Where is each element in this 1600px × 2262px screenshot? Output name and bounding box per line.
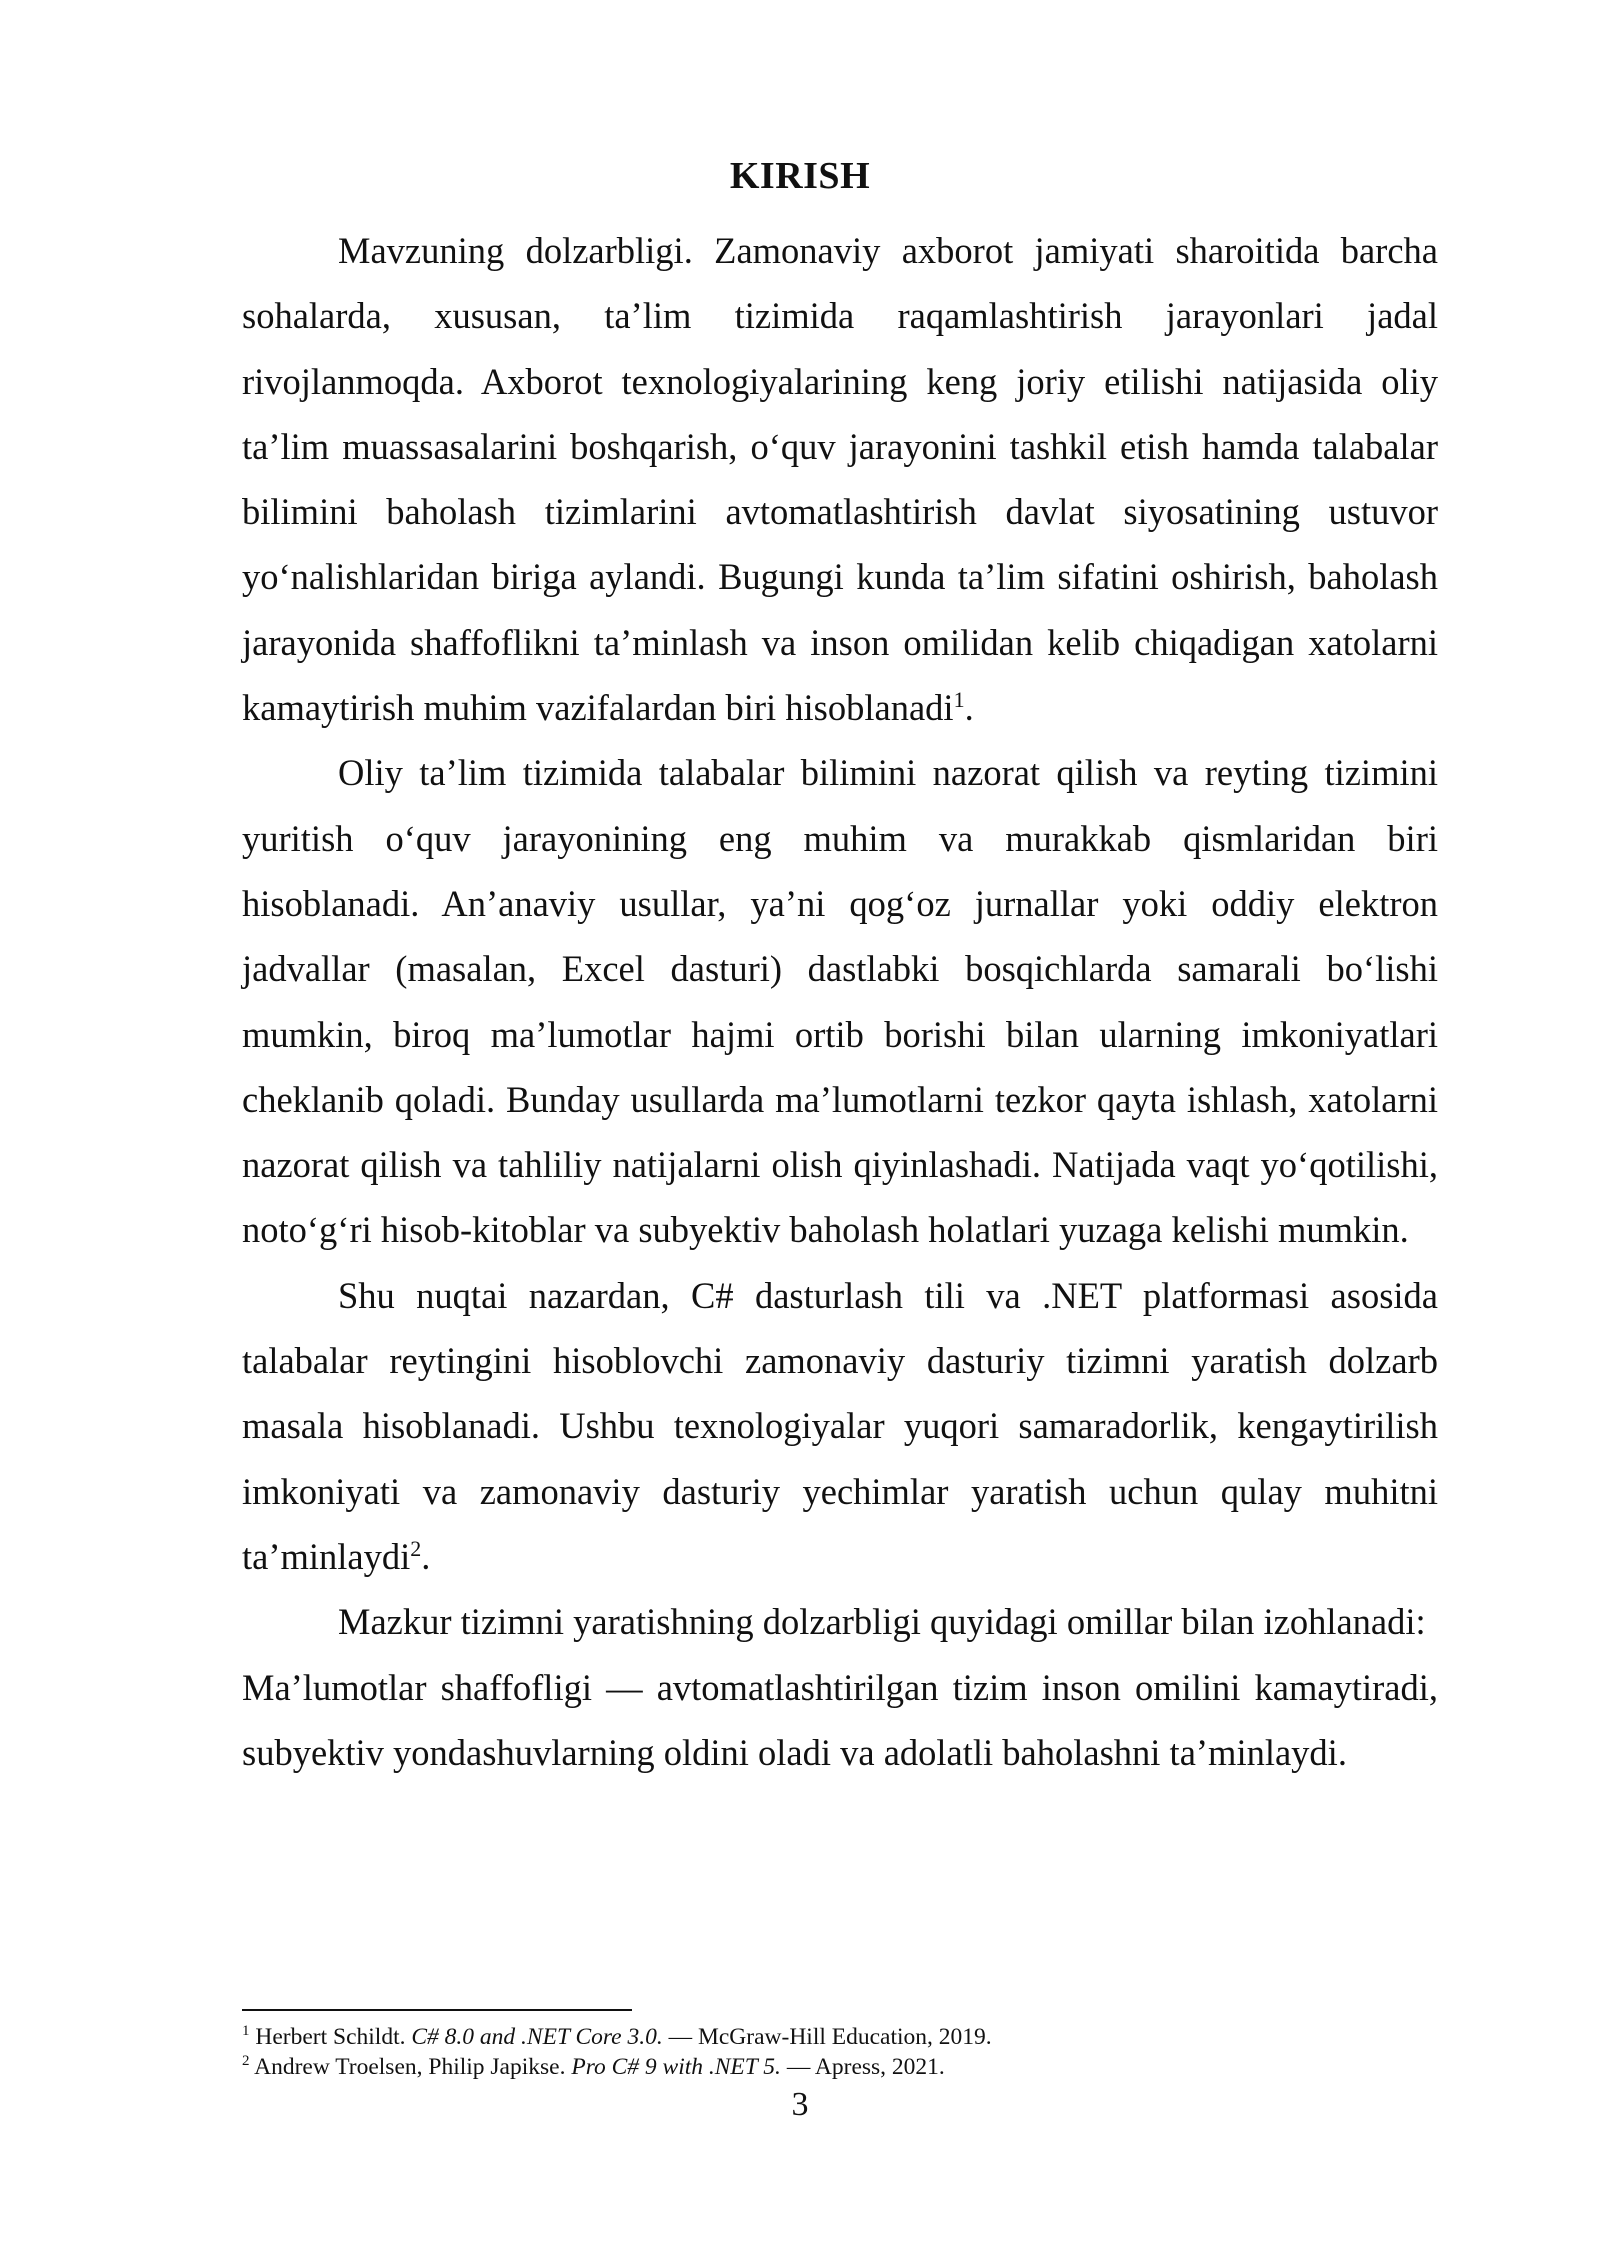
paragraph-factors-intro (242, 1589, 1438, 1654)
footnote-divider (242, 2009, 632, 2011)
paragraph-relevance (242, 218, 1438, 740)
paragraph-technology (242, 1263, 1438, 1589)
paragraph-text: Ma’lumotlar shaffofligi — avtomatlashtirilgan tizim inson omilini kamaytiradi, subyektiv yondashuvlarning oldini oladi va adolatli baholashni ta’minlaydi. (242, 1666, 1438, 1773)
footnote-item (242, 2022, 1438, 2052)
footnotes (242, 2022, 1438, 2082)
paragraph-rating-control (242, 740, 1438, 1262)
footnote-number: 1 (242, 2023, 250, 2040)
footnote-authors: Andrew Troelsen, Philip Japikse. (254, 2054, 566, 2080)
paragraph-text: Mavzuning dolzarbligi. Zamonaviy axborot jamiyati sharoitida barcha sohalarda, xususan, ta’lim tizimida raqamlashtirish jarayonlari jadal rivojlanmoqda. Axborot texnologiyalarining keng joriy etilishi natijasida oliy ta’lim muassasalarini boshqarish, o‘quv jarayonini tashkil etish hamda talabalar bilimini baholash tizimlarini avtomatlashtirish davlat siyosatining ustuvor yo‘nalishlaridan biriga aylandi. Bugungi kunda ta’lim sifatini oshirish, baholash jarayonida shaffoflikni ta’minlash va inson omilidan kelib chiqadigan xatolarni kamaytirish muhim vazifalardan biri hisoblanadi (242, 230, 1438, 729)
footnote-item (242, 2052, 1438, 2082)
footnote-ref: 2 (410, 1535, 422, 1561)
footnote-work: C# 8.0 and .NET Core 3.0. (411, 2024, 663, 2050)
paragraph-transparency (242, 1655, 1438, 1786)
footnote-publisher: — McGraw-Hill Education, 2019. (668, 2024, 992, 2050)
body-text (242, 218, 1438, 1785)
footnote-ref: 1 (953, 686, 965, 712)
footnote-work: Pro C# 9 with .NET 5. (571, 2054, 781, 2080)
page-number: 3 (791, 2086, 809, 2123)
footnote-number: 2 (242, 2053, 250, 2070)
paragraph-end: . (964, 687, 974, 729)
section-title: KIRISH (729, 155, 871, 197)
footnote-publisher: — Apress, 2021. (786, 2054, 945, 2080)
paragraph-text: Mazkur tizimni yaratishning dolzarbligi quyidagi omillar bilan izohlanadi: (338, 1601, 1426, 1643)
paragraph-text: Shu nuqtai nazardan, C# dasturlash tili va .NET platformasi asosida talabalar reytingini hisoblovchi zamonaviy dasturiy tizimni yaratish dolzarb masala hisoblanadi. Ushbu texnologiyalar yuqori samaradorlik, kengaytirilish imkoniyati va zamonaviy dasturiy yechimlar yaratish uchun qulay muhitni ta’minlaydi (242, 1274, 1438, 1577)
paragraph-end: . (421, 1535, 431, 1577)
footnote-authors: Herbert Schildt. (255, 2024, 406, 2050)
paragraph-text: Oliy ta’lim tizimida talabalar bilimini nazorat qilish va reyting tizimini yuritish o‘quv jarayonining eng muhim va murakkab qismlaridan biri hisoblanadi. An’anaviy usullar, ya’ni qog‘oz jurnallar yoki oddiy elektron jadvallar (masalan, Excel dasturi) dastlabki bosqichlarda samarali bo‘lishi mumkin, biroq ma’lumotlar hajmi ortib borishi bilan ularning imkoniyatlari cheklanib qoladi. Bunday usullarda ma’lumotlarni tezkor qayta ishlash, xatolarni nazorat qilish va tahliliy natijalarni olish qiyinlashadi. Natijada vaqt yo‘qotilishi, noto‘g‘ri hisob-kitoblar va subyektiv baholash holatlari yuzaga kelishi mumkin. (242, 752, 1438, 1251)
